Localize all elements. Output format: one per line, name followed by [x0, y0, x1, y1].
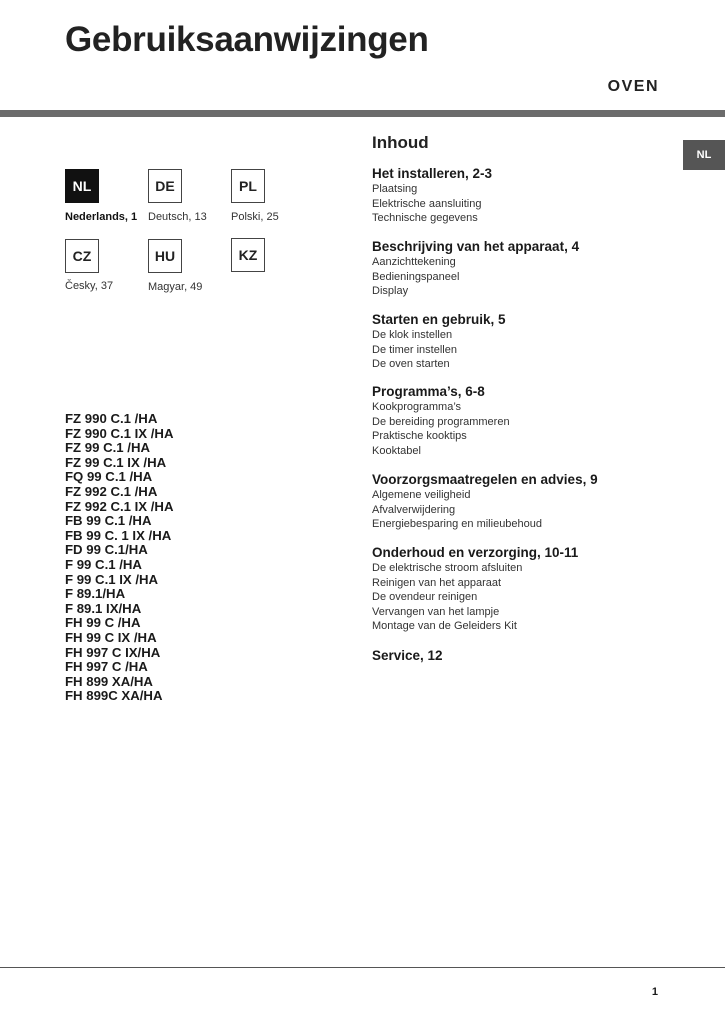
- language-tab: NL: [683, 140, 725, 170]
- toc-section-title[interactable]: Het installeren, 2-3: [372, 166, 493, 181]
- toc-item[interactable]: Technische gegevens: [372, 212, 478, 225]
- toc-item[interactable]: Afvalverwijdering: [372, 503, 456, 516]
- model-item: F 99 C.1 /HA: [65, 556, 142, 572]
- toc-section-title[interactable]: Starten en gebruik, 5: [372, 312, 506, 327]
- toc-item[interactable]: Display: [372, 285, 409, 298]
- language-box-kz[interactable]: KZ: [231, 238, 265, 272]
- model-item: FZ 99 C.1 /HA: [65, 440, 151, 456]
- language-caption-pl: Polski, 25: [231, 211, 279, 223]
- language-box-nl[interactable]: NL: [65, 169, 99, 203]
- model-item: F 89.1 IX/HA: [65, 600, 142, 616]
- toc-section-title[interactable]: Voorzorgsmaatregelen en advies, 9: [372, 472, 598, 487]
- model-item: FZ 992 C.1 IX /HA: [65, 498, 174, 514]
- model-item: FZ 992 C.1 /HA: [65, 483, 158, 499]
- model-item: FZ 990 C.1 /HA: [65, 411, 158, 426]
- model-item: FH 99 C IX /HA: [65, 629, 157, 645]
- toc-item[interactable]: Montage van de Geleiders Kit: [372, 620, 517, 633]
- model-item: FH 997 C /HA: [65, 659, 148, 675]
- model-item: FH 899 XA/HA: [65, 673, 153, 689]
- model-item: FZ 99 C.1 IX /HA: [65, 454, 167, 470]
- model-item: FH 99 C /HA: [65, 615, 141, 631]
- toc-item[interactable]: De oven starten: [372, 358, 450, 371]
- toc-section-description: [372, 238, 672, 299]
- model-item: FB 99 C.1 /HA: [65, 513, 152, 529]
- model-item: F 99 C.1 IX /HA: [65, 571, 159, 587]
- model-item: FD 99 C.1/HA: [65, 542, 148, 558]
- toc-section-start: [372, 311, 672, 372]
- language-box-de[interactable]: DE: [148, 169, 182, 203]
- language-caption-hu: Magyar, 49: [148, 281, 203, 293]
- toc-section-title[interactable]: Beschrijving van het apparaat, 4: [372, 239, 580, 254]
- toc-section-service: [372, 647, 672, 664]
- toc-item[interactable]: Elektrische aansluiting: [372, 197, 482, 210]
- footer-divider: [0, 967, 725, 968]
- language-box-hu[interactable]: HU: [148, 239, 182, 273]
- language-caption-cz: Česky, 37: [65, 280, 114, 292]
- toc-item[interactable]: De elektrische stroom afsluiten: [372, 562, 523, 574]
- toc-item[interactable]: Reinigen van het apparaat: [372, 576, 502, 589]
- language-box-cz[interactable]: CZ: [65, 239, 99, 273]
- toc-section-title[interactable]: Programma’s, 6-8: [372, 384, 485, 399]
- toc-section-precautions: [372, 471, 672, 532]
- toc-item[interactable]: Algemene veiligheid: [372, 489, 471, 501]
- model-item: F 89.1/HA: [65, 586, 126, 602]
- toc-item[interactable]: Vervangen van het lampje: [372, 605, 500, 618]
- toc-section-installing: [372, 165, 672, 226]
- toc-section-programs: [372, 383, 672, 458]
- language-caption-nl: Nederlands, 1: [65, 211, 138, 223]
- language-box-pl[interactable]: PL: [231, 169, 265, 203]
- toc-item[interactable]: De timer instellen: [372, 343, 457, 356]
- toc-item[interactable]: Kooktabel: [372, 444, 421, 457]
- model-item: FB 99 C. 1 IX /HA: [65, 527, 172, 543]
- toc-item[interactable]: De bereiding programmeren: [372, 415, 510, 428]
- toc-item[interactable]: Kookprogramma’s: [372, 401, 462, 413]
- toc-item[interactable]: Praktische kooktips: [372, 430, 467, 443]
- toc-item[interactable]: De ovendeur reinigen: [372, 591, 478, 604]
- header-divider: [0, 110, 725, 117]
- model-item: FZ 990 C.1 IX /HA: [65, 425, 174, 441]
- toc-section-title[interactable]: Service, 12: [372, 648, 443, 663]
- page-title: Gebruiksaanwijzingen: [65, 20, 429, 59]
- toc-item[interactable]: Bedieningspaneel: [372, 270, 460, 283]
- toc-heading: Inhoud: [372, 133, 429, 152]
- toc-item[interactable]: Energiebesparing en milieubehoud: [372, 518, 543, 531]
- model-item: FQ 99 C.1 /HA: [65, 469, 153, 485]
- toc-section-title[interactable]: Onderhoud en verzorging, 10-11: [372, 545, 579, 560]
- model-list: [65, 412, 173, 704]
- toc-section-maintenance: [372, 544, 672, 634]
- page-subtitle: OVEN: [607, 78, 659, 95]
- toc-item[interactable]: De klok instellen: [372, 329, 453, 341]
- toc-item[interactable]: Plaatsing: [372, 183, 418, 195]
- language-caption-de: Deutsch, 13: [148, 211, 207, 223]
- model-item: FH 899C XA/HA: [65, 688, 163, 704]
- model-item: FH 997 C IX/HA: [65, 644, 161, 660]
- toc-item[interactable]: Aanzichttekening: [372, 256, 456, 268]
- page-number: 1: [651, 986, 658, 998]
